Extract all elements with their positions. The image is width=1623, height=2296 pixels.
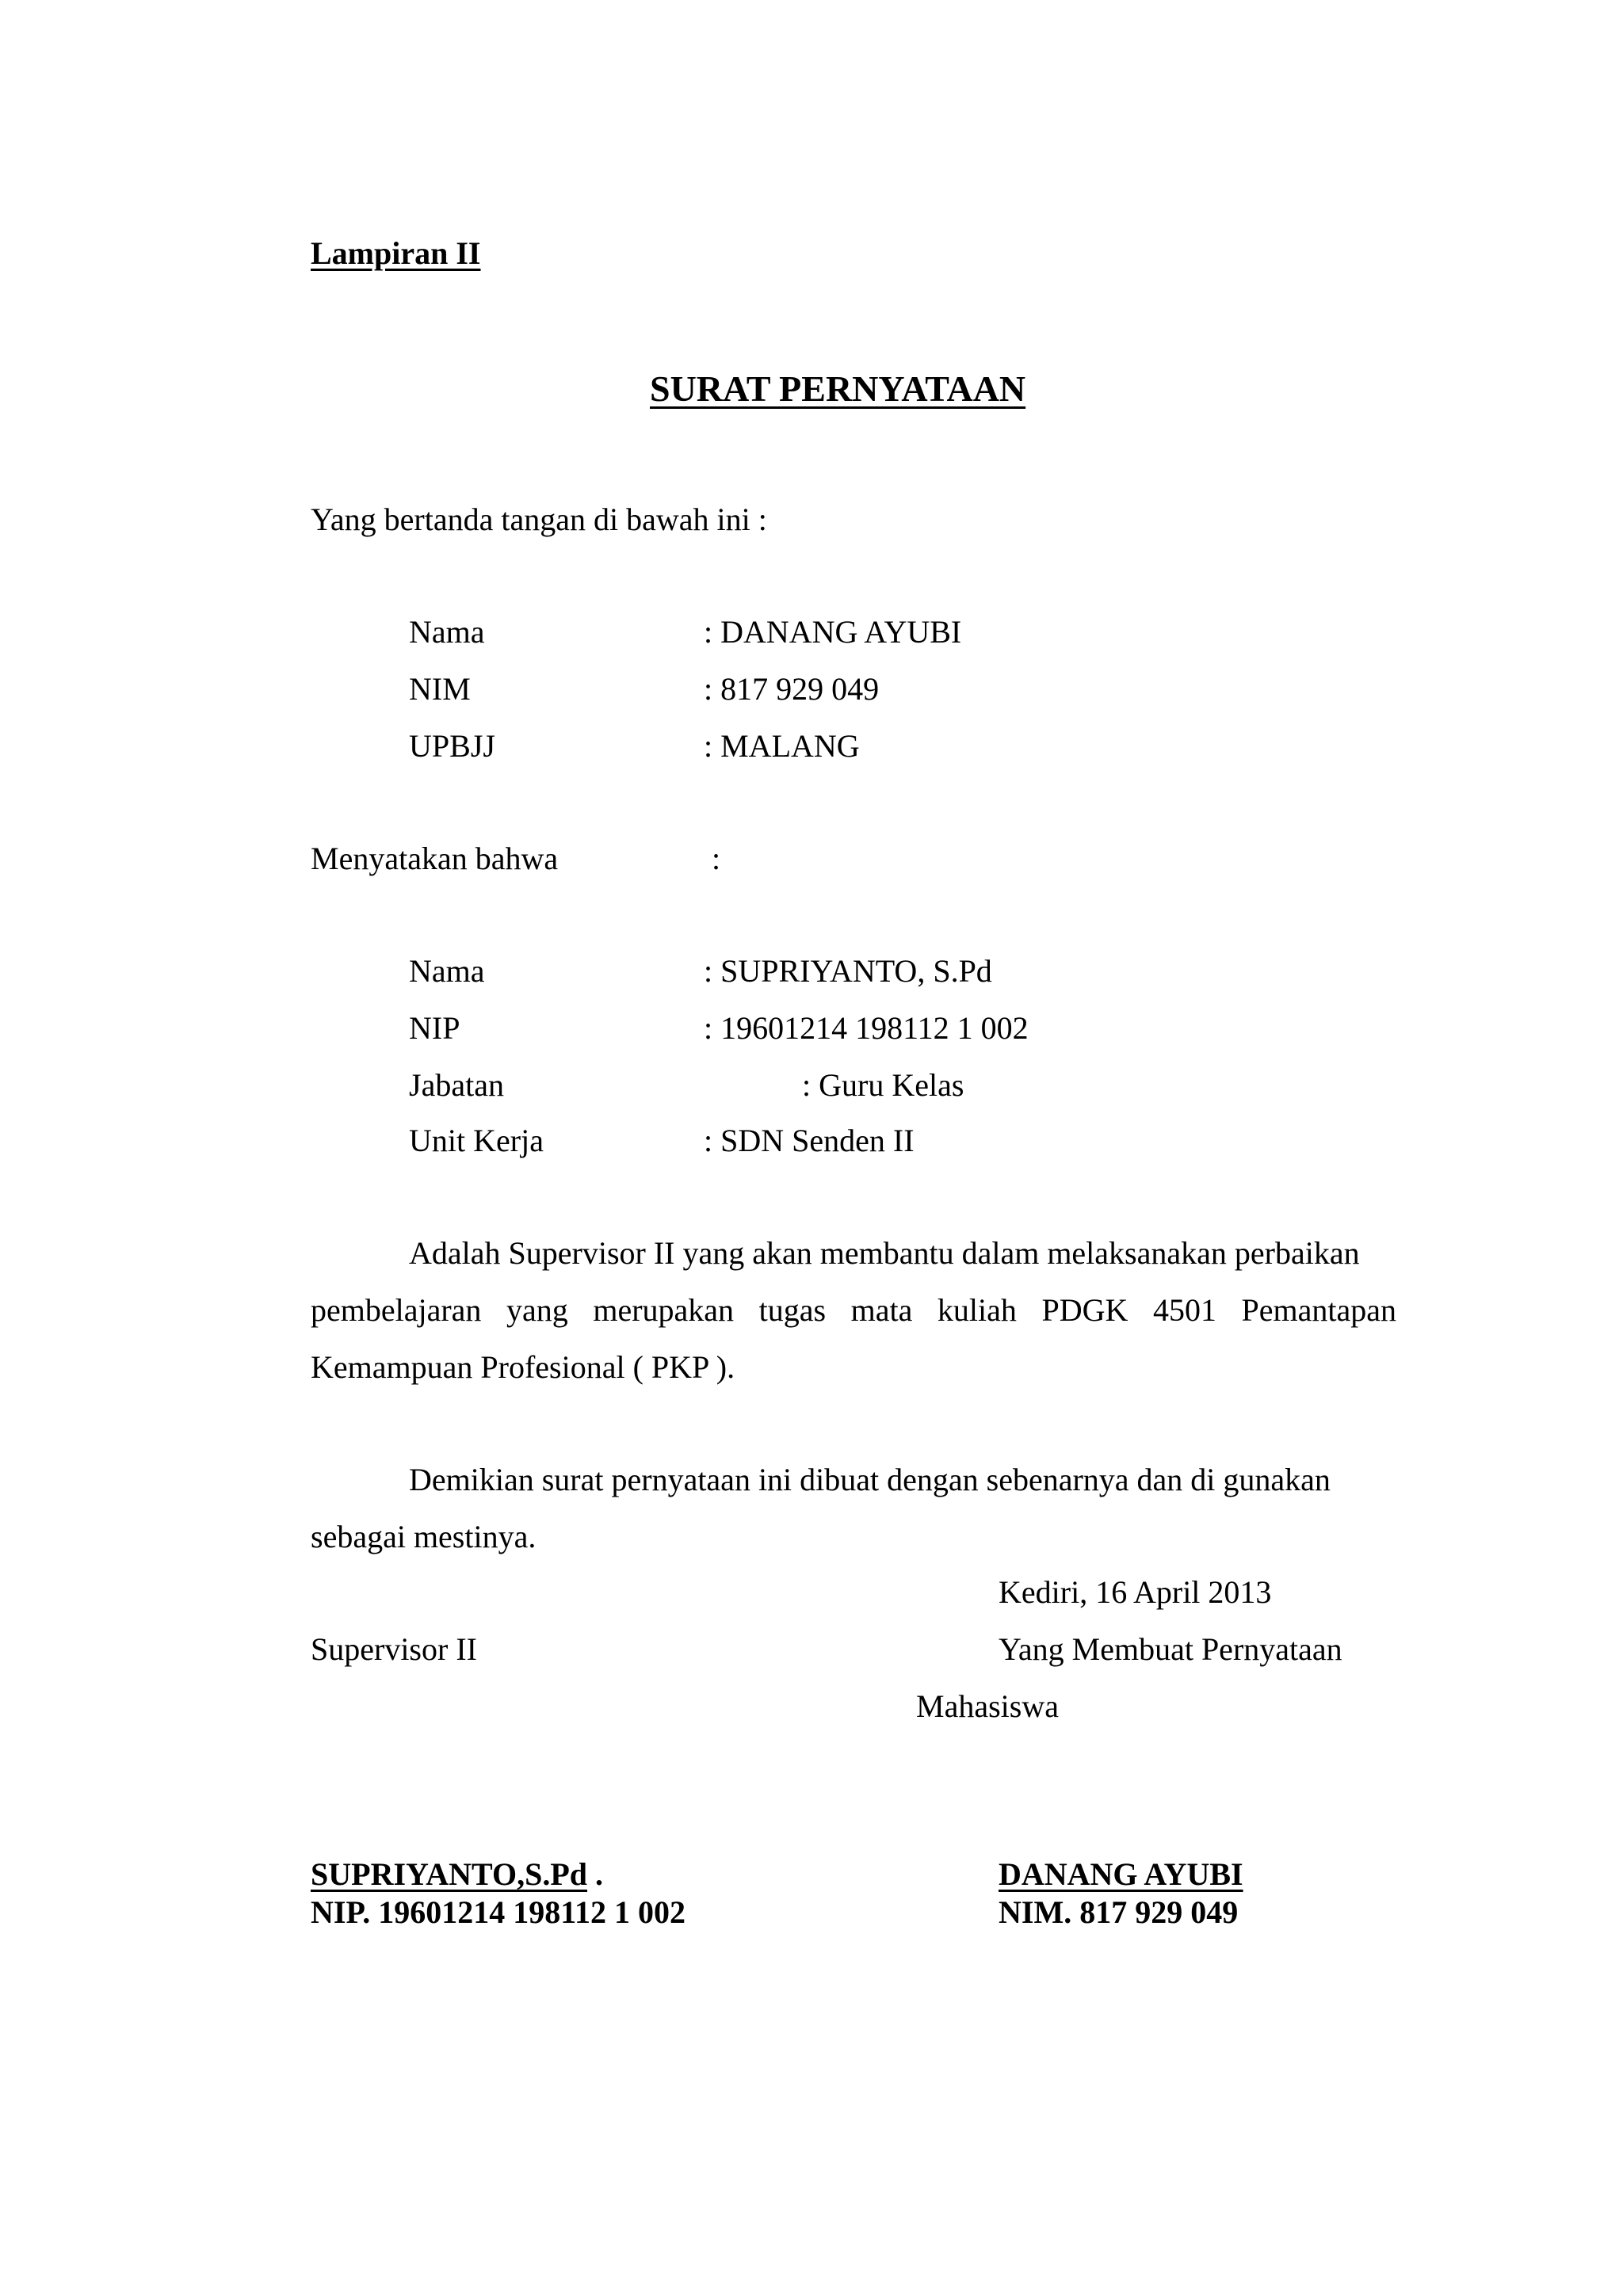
left-role: Supervisor II bbox=[311, 1631, 477, 1667]
supervisor-nip-label: NIP bbox=[409, 1010, 460, 1046]
right-role-secondary: Mahasiswa bbox=[916, 1688, 1059, 1724]
supervisor-signature-suffix: . bbox=[587, 1856, 604, 1892]
signer-name-label: Nama bbox=[409, 614, 485, 650]
supervisor-position-label: Jabatan bbox=[409, 1067, 504, 1103]
signer-upbjj-value: : MALANG bbox=[704, 728, 860, 764]
place-date: Kediri, 16 April 2013 bbox=[999, 1574, 1272, 1610]
signer-upbjj-label: UPBJJ bbox=[409, 728, 495, 764]
paragraph1-line3: Kemampuan Profesional ( PKP ). bbox=[311, 1349, 735, 1385]
attachment-label: Lampiran II bbox=[311, 235, 481, 271]
supervisor-name-label: Nama bbox=[409, 953, 485, 989]
supervisor-unit-label: Unit Kerja bbox=[409, 1123, 544, 1158]
paragraph1-line2: pembelajaran yang merupakan tugas mata kuliah PDGK 4501 Pemantapan bbox=[311, 1292, 1396, 1328]
signer-name-value: : DANANG AYUBI bbox=[704, 614, 962, 650]
paragraph1-line1: Adalah Supervisor II yang akan membantu dalam melaksanakan perbaikan bbox=[409, 1235, 1360, 1271]
supervisor-signature-name: SUPRIYANTO,S.Pd bbox=[311, 1856, 588, 1892]
supervisor-signature-block bbox=[311, 1856, 604, 1892]
supervisor-nip-value: : 19601214 198112 1 002 bbox=[704, 1010, 1029, 1046]
statement-colon: : bbox=[712, 841, 721, 876]
right-role: Yang Membuat Pernyataan bbox=[999, 1631, 1342, 1667]
signer-nim-label: NIM bbox=[409, 671, 471, 707]
supervisor-signature-id: NIP. 19601214 198112 1 002 bbox=[311, 1894, 686, 1930]
document-title: SURAT PERNYATAAN bbox=[650, 368, 1026, 409]
supervisor-name-value: : SUPRIYANTO, S.Pd bbox=[704, 953, 992, 989]
student-signature-name: DANANG AYUBI bbox=[999, 1856, 1243, 1892]
paragraph2-line2: sebagai mestinya. bbox=[311, 1519, 537, 1554]
supervisor-position-value: : Guru Kelas bbox=[802, 1067, 964, 1103]
supervisor-unit-value: : SDN Senden II bbox=[704, 1123, 915, 1158]
student-signature-id: NIM. 817 929 049 bbox=[999, 1894, 1239, 1930]
intro-text: Yang bertanda tangan di bawah ini : bbox=[311, 502, 767, 537]
signer-nim-value: : 817 929 049 bbox=[704, 671, 880, 707]
statement-label: Menyatakan bahwa bbox=[311, 841, 559, 876]
paragraph2-line1: Demikian surat pernyataan ini dibuat dengan sebenarnya dan di gunakan bbox=[409, 1462, 1331, 1497]
